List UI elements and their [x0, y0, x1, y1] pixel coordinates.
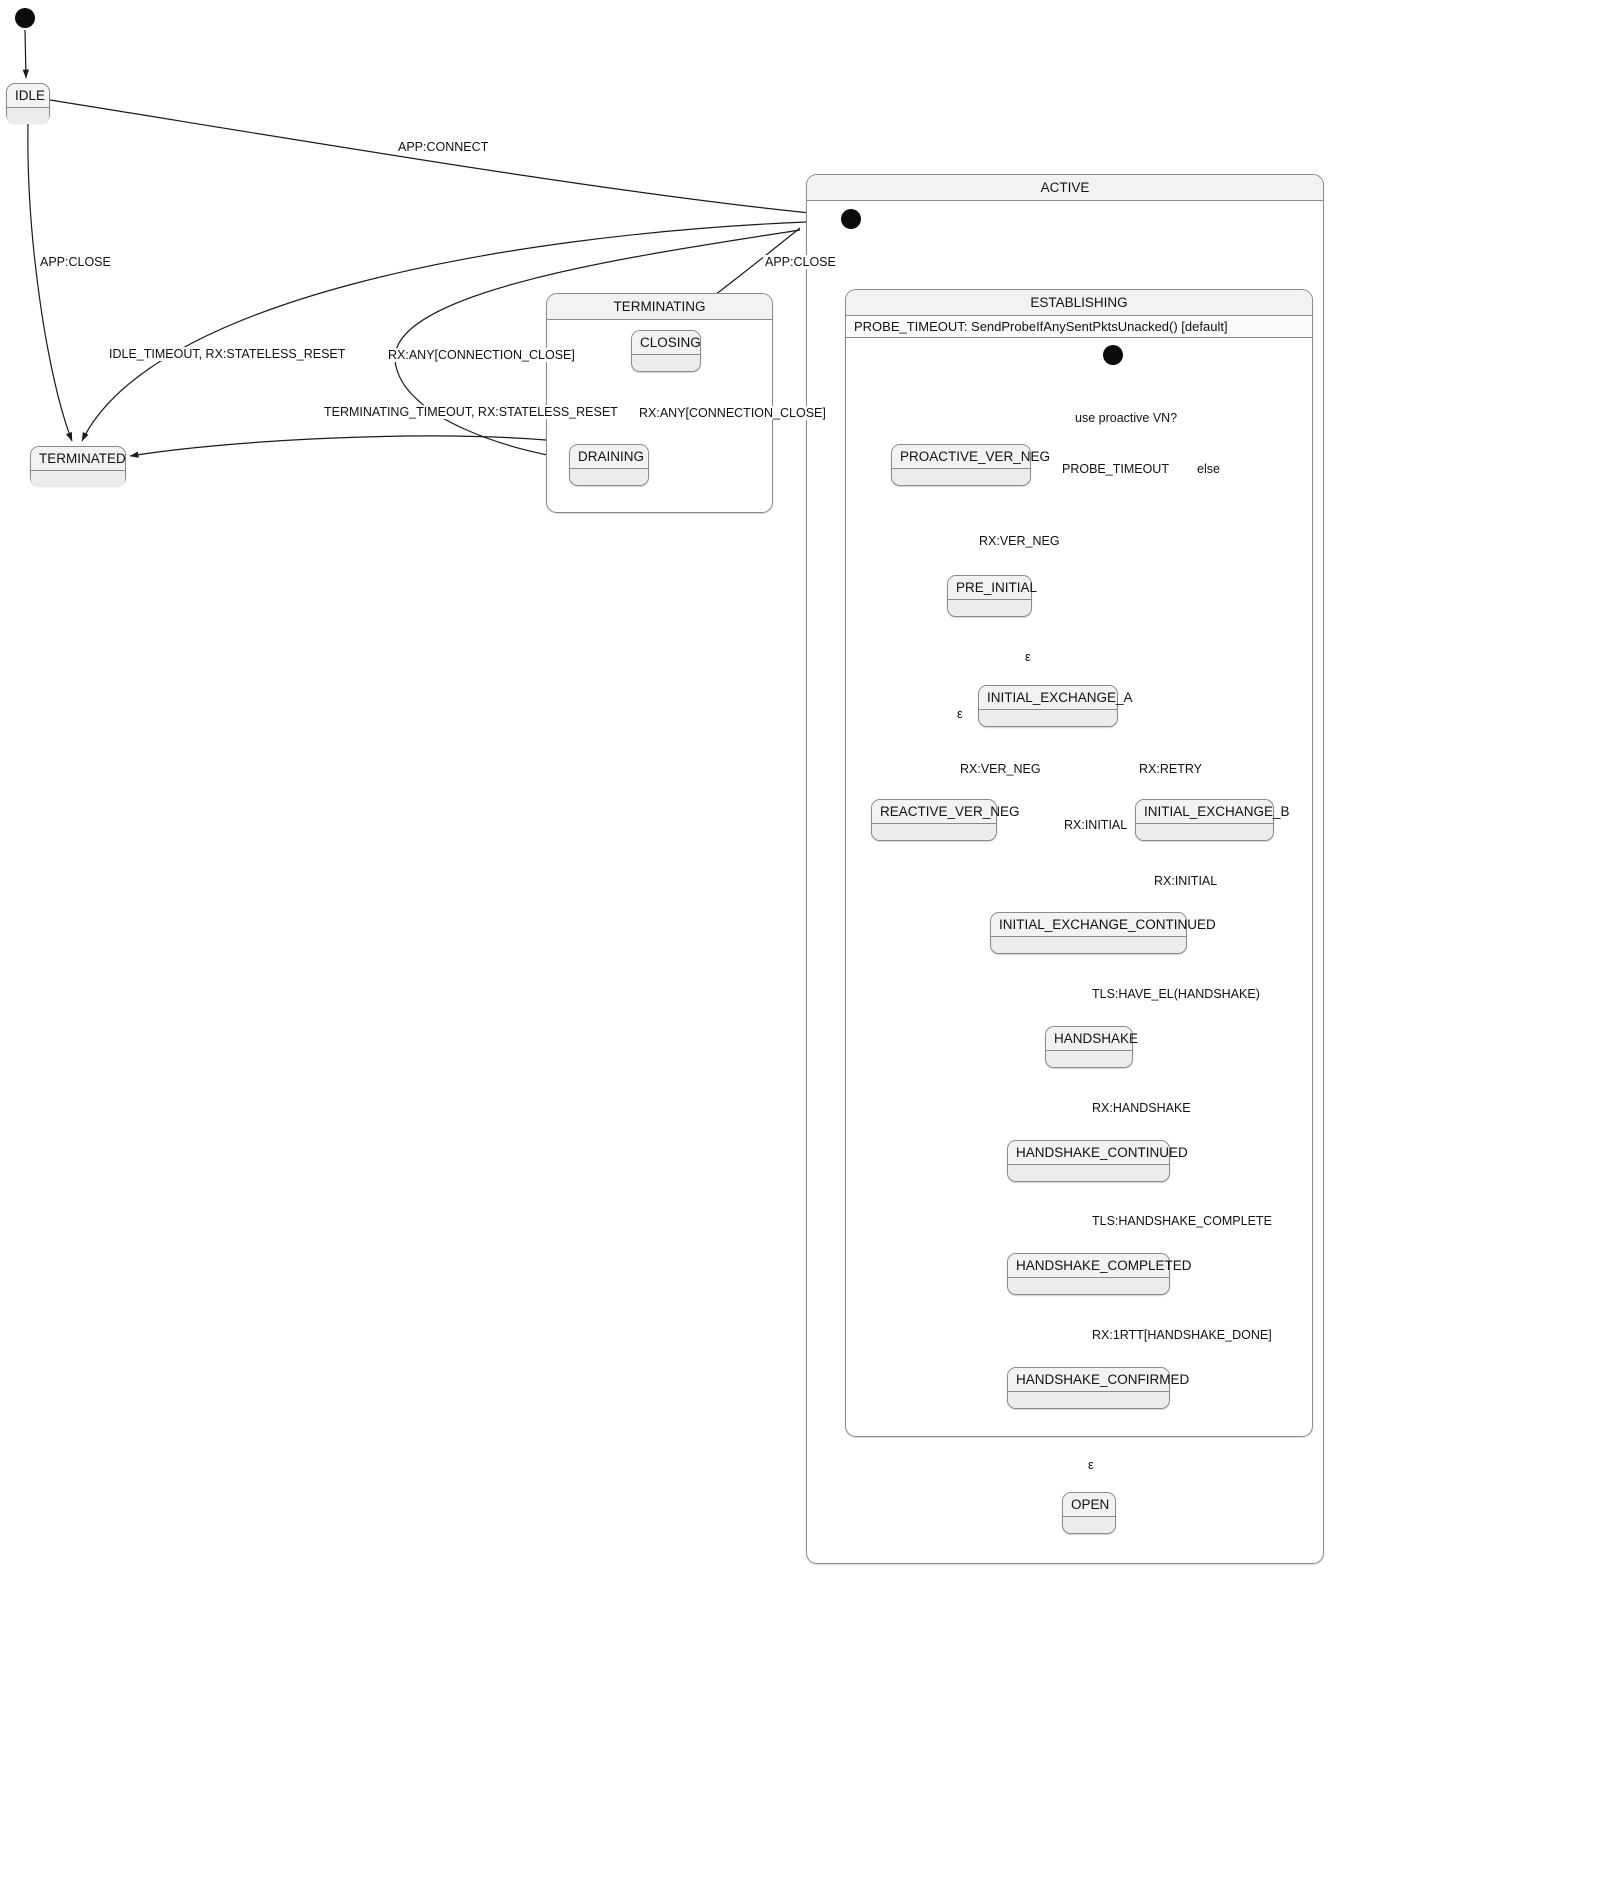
state-handshake-confirmed[interactable]: [1007, 1367, 1190, 1409]
edge-label-tls-handshake-complete: TLS:HANDSHAKE_COMPLETE: [1092, 1214, 1272, 1228]
state-body: [1008, 1278, 1169, 1294]
state-label-reactive-ver-neg: REACTIVE_VER_NEG: [872, 800, 996, 824]
state-label-handshake-continued: HANDSHAKE_CONTINUED: [1008, 1141, 1169, 1165]
edge-label-app-close-active: APP:CLOSE: [765, 255, 836, 269]
state-initial-exchange-a[interactable]: [978, 685, 1133, 727]
edge-label-rx-1rtt-handshake-done: RX:1RTT[HANDSHAKE_DONE]: [1092, 1328, 1272, 1342]
edge-label-use-proactive-vn: use proactive VN?: [1075, 411, 1178, 425]
state-body: [570, 469, 648, 485]
edge-label-rx-initial-b: RX:INITIAL: [1154, 874, 1218, 888]
state-label-closing: CLOSING: [632, 331, 700, 355]
state-label-terminated: TERMINATED: [31, 447, 125, 471]
edge-label-rx-ver-neg-reactive: RX:VER_NEG: [960, 762, 1041, 776]
state-label-open: OPEN: [1063, 1493, 1115, 1517]
state-body: [991, 937, 1186, 953]
composite-title-active: ACTIVE: [807, 175, 1323, 201]
edge-label-epsilon-pre-initial: ε: [1025, 649, 1031, 664]
edge-label-rx-ver-neg-proactive: RX:VER_NEG: [979, 534, 1060, 548]
composite-internal-action-establishing: PROBE_TIMEOUT: SendProbeIfAnySentPktsUnacked() [default]: [846, 316, 1312, 338]
state-body: [892, 469, 1030, 485]
state-label-draining: DRAINING: [570, 445, 648, 469]
state-label-handshake-completed: HANDSHAKE_COMPLETED: [1008, 1254, 1169, 1278]
edge-label-terminating-timeout: TERMINATING_TIMEOUT, RX:STATELESS_RESET: [324, 405, 618, 419]
edge-label-epsilon-reactive-ver-neg: ε: [957, 706, 963, 721]
state-label-initial-exchange-b: INITIAL_EXCHANGE_B: [1136, 800, 1273, 824]
state-initial-exchange-b[interactable]: [1135, 799, 1290, 841]
initial-pseudostate-establishing: [1103, 345, 1123, 365]
state-pre-initial[interactable]: [947, 575, 1038, 617]
state-open[interactable]: [1062, 1492, 1116, 1534]
state-initial-exchange-continued[interactable]: [990, 912, 1216, 954]
state-handshake-continued[interactable]: [1007, 1140, 1188, 1182]
state-body: [7, 108, 49, 124]
state-label-initial-exchange-continued: INITIAL_EXCHANGE_CONTINUED: [991, 913, 1186, 937]
state-label-idle: IDLE: [7, 84, 49, 108]
state-label-handshake: HANDSHAKE: [1046, 1027, 1132, 1051]
edge-label-tls-have-el-handshake: TLS:HAVE_EL(HANDSHAKE): [1092, 987, 1260, 1001]
state-body: [1063, 1517, 1115, 1533]
edge-label-else: else: [1197, 462, 1220, 476]
state-terminated[interactable]: [30, 446, 126, 486]
state-body: [1008, 1392, 1169, 1408]
state-body: [1008, 1165, 1169, 1181]
state-draining[interactable]: [569, 444, 649, 486]
edge-label-rx-any-connection-close-closing: RX:ANY[CONNECTION_CLOSE]: [388, 348, 575, 362]
state-handshake-completed[interactable]: [1007, 1253, 1192, 1295]
composite-title-establishing: ESTABLISHING: [846, 290, 1312, 316]
initial-pseudostate-root: [15, 8, 35, 28]
edge-label-rx-any-connection-close-draining: RX:ANY[CONNECTION_CLOSE]: [639, 406, 826, 420]
state-proactive-ver-neg[interactable]: [891, 444, 1051, 486]
edge-label-rx-initial-a: RX:INITIAL: [1064, 818, 1128, 832]
edge-label-app-close-idle: APP:CLOSE: [40, 255, 111, 269]
state-body: [31, 471, 125, 487]
state-body: [1046, 1051, 1132, 1067]
edge-label-epsilon-open: ε: [1088, 1457, 1094, 1472]
state-body: [632, 355, 700, 371]
composite-title-terminating: TERMINATING: [547, 294, 772, 320]
state-idle[interactable]: [6, 83, 50, 123]
state-label-initial-exchange-a: INITIAL_EXCHANGE_A: [979, 686, 1117, 710]
state-label-pre-initial: PRE_INITIAL: [948, 576, 1031, 600]
state-body: [979, 710, 1117, 726]
edge-label-rx-handshake: RX:HANDSHAKE: [1092, 1101, 1191, 1115]
edge-label-probe-timeout: PROBE_TIMEOUT: [1062, 462, 1169, 476]
state-body: [872, 824, 996, 840]
edge-label-app-connect: APP:CONNECT: [398, 140, 489, 154]
state-handshake[interactable]: [1045, 1026, 1139, 1068]
state-label-proactive-ver-neg: PROACTIVE_VER_NEG: [892, 445, 1030, 469]
state-closing[interactable]: [631, 330, 701, 372]
state-body: [1136, 824, 1273, 840]
edge-label-idle-timeout: IDLE_TIMEOUT, RX:STATELESS_RESET: [109, 347, 346, 361]
state-reactive-ver-neg[interactable]: [871, 799, 1020, 841]
edge-label-rx-retry: RX:RETRY: [1139, 762, 1202, 776]
state-body: [948, 600, 1031, 616]
state-label-handshake-confirmed: HANDSHAKE_CONFIRMED: [1008, 1368, 1169, 1392]
initial-pseudostate-active: [841, 209, 861, 229]
